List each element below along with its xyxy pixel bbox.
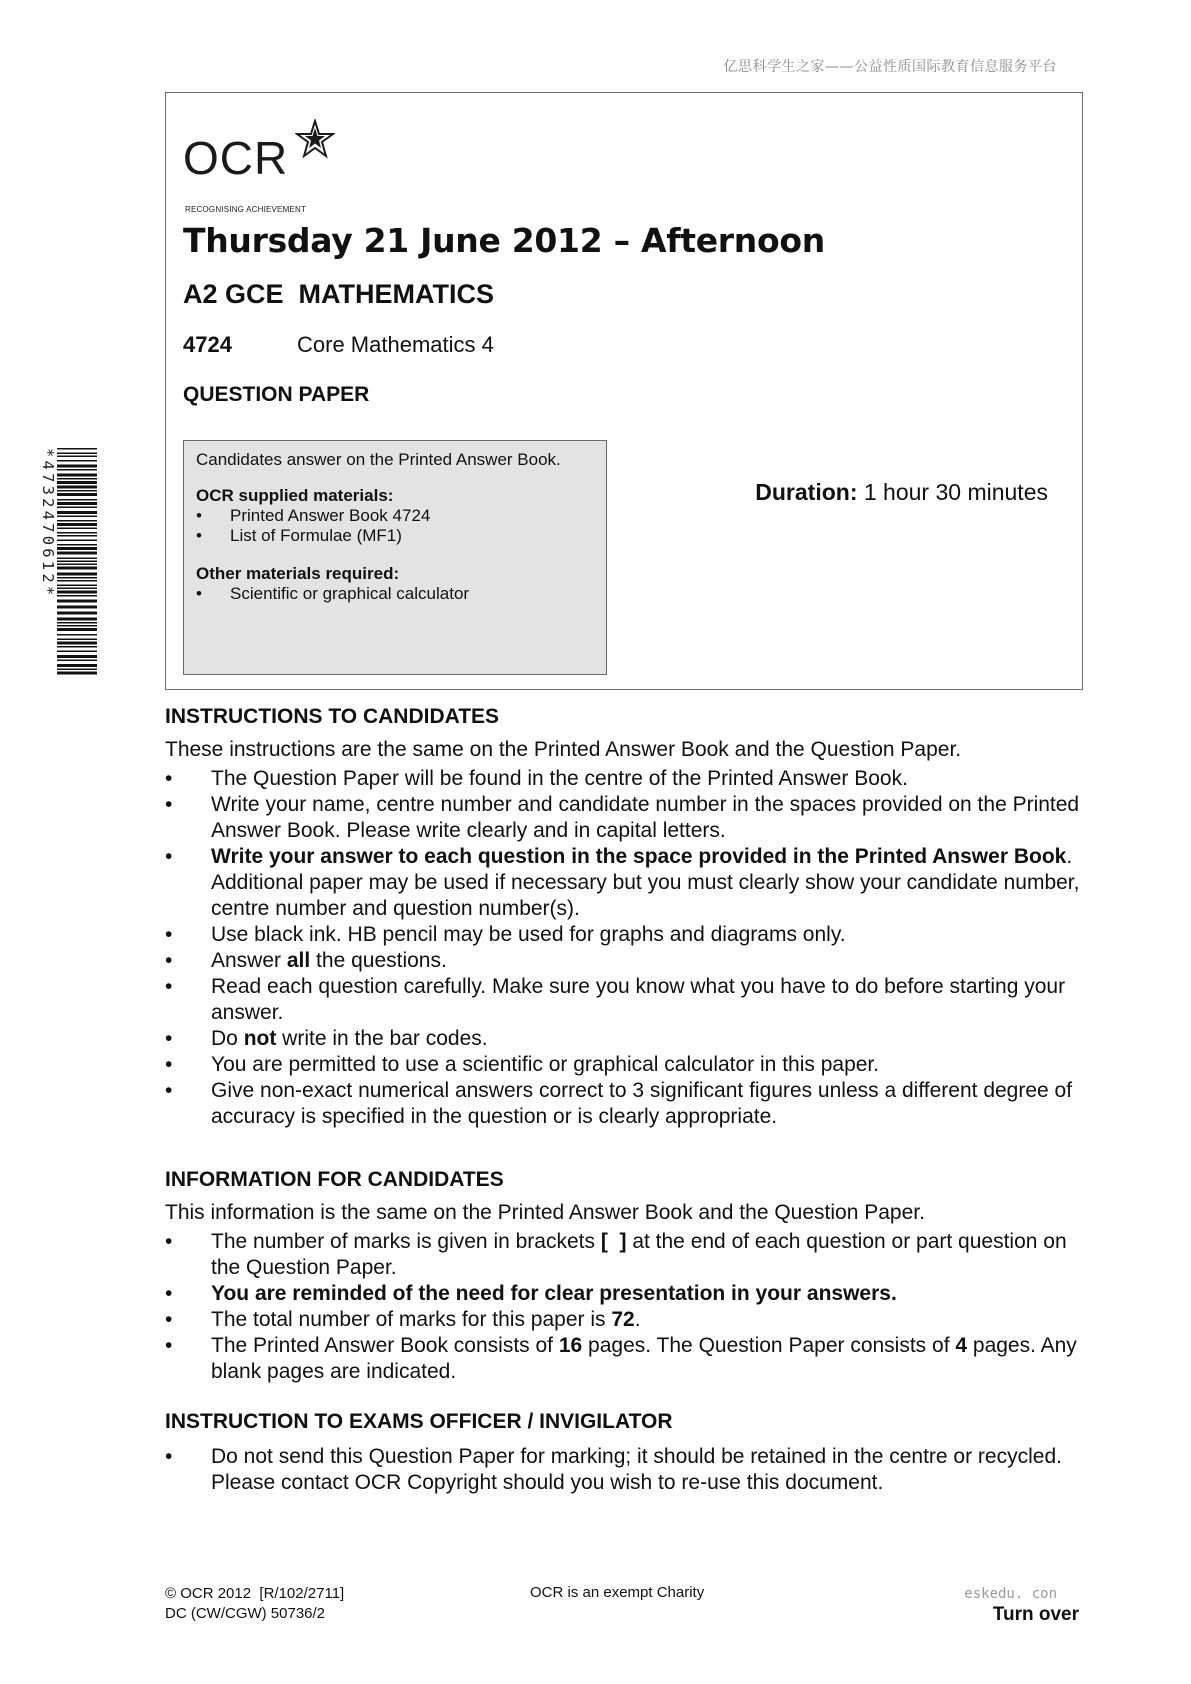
information-emphasis: 16	[558, 1334, 583, 1357]
information-list	[165, 1229, 1095, 1385]
information-item	[165, 1333, 1095, 1385]
bullet-icon: •	[196, 584, 202, 603]
star-icon	[295, 119, 335, 159]
instruction-item	[165, 1078, 1095, 1130]
barcode-bar	[57, 520, 97, 522]
barcode-bar	[57, 558, 97, 560]
barcode-bar	[57, 516, 97, 518]
instruction-text: Write your name, centre number and candidate number in the spaces provided on the Printed Answer Book. Please write clearly and in capital letters.	[211, 793, 1080, 842]
bullet-icon: •	[165, 1027, 173, 1050]
unit-code: 4724	[183, 332, 232, 357]
barcode-bar	[57, 469, 97, 471]
instruction-emphasis: all	[286, 949, 311, 972]
instruction-emphasis: not	[243, 1027, 277, 1050]
materials-box	[183, 440, 607, 675]
information-item	[165, 1307, 1095, 1333]
cover-box	[165, 92, 1083, 690]
barcode-bar	[57, 651, 97, 653]
instruction-text: Do	[211, 1027, 244, 1050]
materials-intro: Candidates answer on the Printed Answer Book.	[196, 450, 561, 469]
barcode-bar	[57, 567, 97, 570]
barcode-bar	[57, 544, 97, 546]
ocr-logo	[183, 119, 343, 214]
information-text: at the end of each question or part question on the Question Paper.	[211, 1230, 1067, 1279]
bullet-icon: •	[165, 949, 173, 972]
bullet-icon: •	[165, 1334, 173, 1357]
information-text: The total number of marks for this paper is	[211, 1308, 612, 1331]
duration	[755, 479, 1048, 506]
information-text: The number of marks is given in brackets	[211, 1230, 601, 1253]
barcode-digits: *4732470612*	[39, 448, 57, 599]
barcode-bar	[57, 474, 97, 477]
instruction-text: . Additional paper may be used if necessary but you must clearly show your candidate number, centre number and question number(s).	[211, 845, 1080, 920]
bullet-icon: •	[165, 923, 173, 946]
exam-date: Thursday 21 June 2012 – Afternoon	[183, 221, 825, 260]
instruction-text: Answer	[211, 949, 287, 972]
barcode-bar	[57, 453, 97, 455]
barcode-bar	[57, 499, 97, 501]
barcode-bar	[57, 642, 97, 645]
supplied-materials-heading: OCR supplied materials:	[196, 486, 394, 505]
barcode-bar	[57, 552, 97, 555]
information-text: .	[634, 1308, 641, 1331]
footer-code: DC (CW/CGW) 50736/2	[165, 1605, 326, 1622]
information-item	[165, 1229, 1095, 1281]
bullet-icon: •	[165, 845, 173, 868]
officer-item	[165, 1444, 1095, 1496]
instruction-text: the questions.	[310, 949, 447, 972]
barcode-bar	[57, 456, 97, 458]
barcode-bar	[57, 490, 97, 492]
instructions-heading: INSTRUCTIONS TO CANDIDATES	[165, 705, 500, 728]
other-materials-heading: Other materials required:	[196, 564, 400, 583]
duration-label: Duration:	[755, 479, 858, 505]
bullet-icon: •	[165, 1282, 173, 1305]
footer-charity: OCR is an exempt Charity	[530, 1584, 705, 1601]
barcode-bar	[57, 573, 97, 576]
barcode-bar	[57, 628, 97, 631]
barcode-bar	[57, 564, 97, 566]
instruction-text: You are permitted to use a scientific or graphical calculator in this paper.	[211, 1053, 880, 1076]
officer-list	[165, 1444, 1095, 1496]
instruction-item	[165, 974, 1095, 1026]
barcode-bar	[57, 660, 97, 662]
barcode-bar	[57, 540, 97, 542]
barcode-bar	[57, 502, 97, 505]
bullet-icon: •	[196, 526, 202, 545]
barcode-bar	[57, 561, 97, 563]
information-text: The Printed Answer Book consists of	[211, 1334, 559, 1357]
barcode-bar	[57, 669, 97, 671]
barcode-bar	[57, 507, 97, 509]
instruction-text: The Question Paper will be found in the centre of the Printed Answer Book.	[211, 767, 908, 790]
barcode-bar	[57, 634, 97, 636]
information-text: pages. Any blank pages are indicated.	[211, 1334, 1077, 1383]
barcode-bar	[57, 448, 97, 450]
information-heading: INFORMATION FOR CANDIDATES	[165, 1168, 504, 1191]
barcode-bar	[57, 600, 97, 603]
information-emphasis: You are reminded of the need for clear presentation in your answers.	[211, 1282, 897, 1305]
barcode-bar	[57, 655, 97, 658]
duration-value: 1 hour 30 minutes	[863, 479, 1048, 505]
instructions-list	[165, 766, 1095, 1130]
instruction-text: Give non-exact numerical answers correct to 3 significant figures unless a different degree of accuracy is specified in the question or is clearly appropriate.	[211, 1079, 1073, 1128]
barcode-bar	[57, 528, 97, 530]
unit-title: Core Mathematics 4	[297, 332, 494, 357]
barcode-bar	[57, 591, 97, 594]
barcode-bar	[57, 478, 97, 480]
supplied-material-item	[196, 526, 594, 546]
instruction-item	[165, 792, 1095, 844]
instruction-item	[165, 948, 1095, 974]
supplied-material-label: Printed Answer Book 4724	[230, 506, 431, 525]
barcode-bar	[57, 523, 97, 526]
footer-watermark: eskedu. con	[964, 1586, 1057, 1602]
barcode-bar	[57, 606, 97, 609]
instruction-item	[165, 1052, 1095, 1078]
barcode-bar	[57, 639, 97, 641]
barcode-bar	[57, 646, 97, 648]
barcode-bar	[57, 481, 97, 484]
barcode-bar	[57, 585, 97, 587]
barcode-bar	[57, 664, 97, 667]
barcode-bar	[57, 622, 97, 624]
information-emphasis: 72	[611, 1308, 635, 1331]
instruction-item	[165, 1026, 1095, 1052]
barcode-bar	[57, 511, 97, 514]
watermark-top: 亿思科学生之家——公益性质国际教育信息服务平台	[723, 59, 1057, 75]
instruction-item	[165, 922, 1095, 948]
paper-type: QUESTION PAPER	[183, 383, 370, 406]
information-item	[165, 1281, 1095, 1307]
information-emphasis: [ ]	[600, 1230, 627, 1253]
barcode-bar	[57, 465, 97, 468]
barcode-bar	[57, 577, 97, 579]
barcode-bar	[57, 588, 97, 590]
barcode	[35, 448, 97, 678]
barcode-bar	[57, 595, 97, 597]
bullet-icon: •	[196, 506, 202, 525]
bullet-icon: •	[165, 975, 173, 998]
information-text: pages. The Question Paper consists of	[582, 1334, 956, 1357]
officer-text: Do not send this Question Paper for marking; it should be retained in the centre or recycled. Please contact OCR Copyright should you wish to re-use this document.	[211, 1445, 1062, 1494]
bullet-icon: •	[165, 1445, 173, 1468]
instructions-intro: These instructions are the same on the Printed Answer Book and the Question Paper.	[165, 738, 962, 761]
bullet-icon: •	[165, 1053, 173, 1076]
footer-left	[165, 1584, 344, 1624]
barcode-bar	[57, 493, 97, 496]
bullet-icon: •	[165, 767, 173, 790]
barcode-bar	[57, 618, 97, 621]
other-material-item	[196, 584, 594, 604]
barcode-bar	[57, 612, 97, 615]
other-material-label: Scientific or graphical calculator	[230, 584, 470, 603]
barcode-bar	[57, 532, 97, 534]
bullet-icon: •	[165, 1079, 173, 1102]
instruction-item	[165, 766, 1095, 792]
barcode-bar	[57, 625, 97, 627]
barcode-bar	[57, 672, 97, 675]
officer-heading: INSTRUCTION TO EXAMS OFFICER / INVIGILATOR	[165, 1410, 673, 1433]
footer-copyright: © OCR 2012 [R/102/2711]	[165, 1585, 345, 1602]
information-emphasis: 4	[955, 1334, 968, 1357]
qualification: A2 GCE MATHEMATICS	[183, 279, 495, 309]
barcode-bar	[57, 535, 97, 537]
supplied-material-label: List of Formulae (MF1)	[230, 526, 402, 545]
bullet-icon: •	[165, 1308, 173, 1331]
supplied-material-item	[196, 506, 594, 526]
instruction-text: Read each question carefully. Make sure you know what you have to do before starting your answer.	[211, 975, 1066, 1024]
bullet-icon: •	[165, 793, 173, 816]
turn-over-label: Turn over	[992, 1604, 1079, 1625]
instruction-text: Use black ink. HB pencil may be used for graphs and diagrams only.	[211, 923, 846, 946]
logo-text: OCR	[183, 132, 289, 184]
logo-tagline: RECOGNISING ACHIEVEMENT	[185, 205, 307, 214]
barcode-bar	[57, 460, 97, 462]
barcode-bar	[57, 486, 97, 489]
barcode-bar	[57, 580, 97, 582]
information-intro: This information is the same on the Printed Answer Book and the Question Paper.	[165, 1201, 925, 1224]
instruction-text: write in the bar codes.	[276, 1027, 488, 1050]
instruction-item	[165, 844, 1095, 922]
instruction-emphasis: Write your answer to each question in the space provided in the Printed Answer Book	[211, 845, 1067, 868]
barcode-bar	[57, 547, 97, 550]
bullet-icon: •	[165, 1230, 173, 1253]
